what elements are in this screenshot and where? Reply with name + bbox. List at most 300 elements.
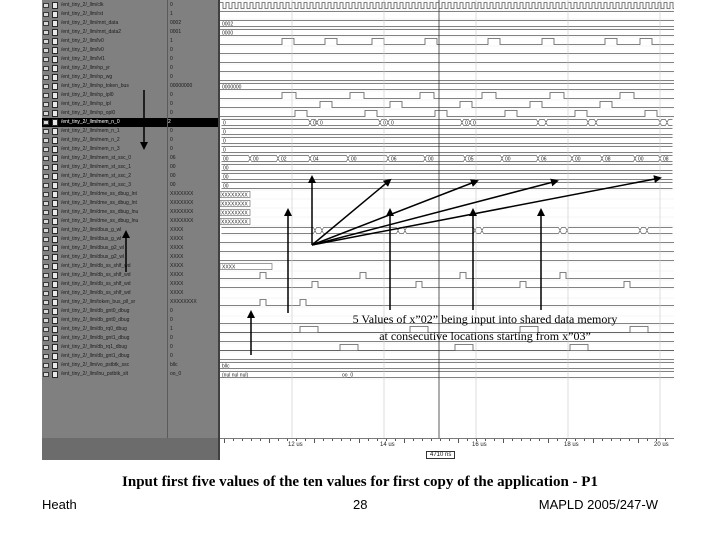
signal-name: /ent_tiny_2/_llm/db_gnt1_dbug bbox=[61, 335, 130, 341]
signal-name: /ent_tiny_2/_llm/dme_ss_dbug_lnu bbox=[61, 218, 139, 224]
ruler-tick bbox=[602, 439, 603, 441]
bus-value-label: 0 bbox=[473, 120, 476, 127]
plus-box-icon[interactable] bbox=[43, 84, 49, 89]
signal-value: 2 bbox=[168, 118, 219, 127]
waveform-icon bbox=[52, 317, 58, 324]
ruler-tick bbox=[278, 439, 279, 441]
bus-waveform bbox=[220, 372, 674, 378]
ruler-tick bbox=[251, 439, 252, 441]
plus-box-icon[interactable] bbox=[43, 354, 49, 359]
signal-row[interactable] bbox=[42, 334, 167, 343]
signal-value: 0 bbox=[170, 47, 173, 53]
signal-name: /ent_tiny_2/_llm/dbus_g_wl bbox=[61, 227, 122, 233]
waveform-icon bbox=[52, 227, 58, 234]
signal-value: XXXX bbox=[170, 236, 184, 242]
signal-waveform bbox=[220, 282, 674, 288]
signal-name: /ent_tiny_2/_llm/dme_ss_dbug_lnu bbox=[61, 209, 139, 215]
signal-row[interactable] bbox=[42, 109, 167, 118]
ruler-tick bbox=[440, 439, 441, 441]
footer-conference: MAPLD 2005/247-W bbox=[538, 497, 658, 512]
waveform-icon bbox=[52, 20, 58, 27]
time-tick-label: 18 us bbox=[564, 442, 579, 448]
signal-waveform bbox=[220, 102, 674, 108]
ruler-tick bbox=[485, 439, 486, 441]
bus-value-label: XXXXXXXX bbox=[221, 201, 248, 208]
waveform-icon bbox=[52, 74, 58, 81]
plus-box-icon[interactable] bbox=[43, 147, 49, 152]
signal-row[interactable] bbox=[42, 217, 167, 226]
plus-box-icon[interactable] bbox=[43, 111, 49, 116]
signal-row[interactable] bbox=[42, 37, 167, 46]
signal-name: /ent_tiny_2/_llm/mem_st_ssc_1 bbox=[61, 164, 132, 170]
signal-value: 0 bbox=[170, 74, 173, 80]
ruler-tick bbox=[377, 439, 378, 441]
signal-name: /ent_tiny_2/_llm/dme_ss_dbug_lnt bbox=[61, 191, 137, 197]
signal-row[interactable] bbox=[42, 316, 167, 325]
plus-box-icon[interactable] bbox=[43, 264, 49, 269]
signal-name: /ent_tiny_2/_llm/db_gnt1_dbug bbox=[61, 353, 130, 359]
plus-box-icon[interactable] bbox=[43, 120, 49, 125]
signal-row[interactable] bbox=[42, 19, 167, 28]
signal-name: /ent_tiny_2/_llm/token_bus_pll_sr bbox=[61, 299, 136, 305]
signal-row[interactable] bbox=[42, 280, 167, 289]
waveform-icon bbox=[52, 2, 58, 9]
signal-name: /ent_tiny_2/_llm/db_rq1_dbug bbox=[61, 344, 127, 350]
bus-value-label: 06 bbox=[541, 156, 547, 163]
bus-value-label: 0 bbox=[223, 120, 226, 127]
ruler-tick bbox=[287, 439, 288, 441]
bus-value-label: XXXXXXXX bbox=[221, 219, 248, 226]
signal-row[interactable] bbox=[42, 136, 167, 145]
bus-value-label: 0 bbox=[223, 138, 226, 145]
signal-value: 0 bbox=[170, 2, 173, 8]
waveform-icon bbox=[52, 110, 58, 117]
waveform-icon bbox=[52, 263, 58, 270]
waveform-icon bbox=[52, 92, 58, 99]
ruler-tick bbox=[611, 439, 612, 441]
ruler-tick bbox=[656, 439, 657, 441]
plus-box-icon[interactable] bbox=[43, 327, 49, 332]
bus-value-label: XXXXXXXX bbox=[221, 210, 248, 217]
waveform-icon bbox=[52, 128, 58, 135]
signal-row[interactable] bbox=[42, 343, 167, 352]
plus-box-icon[interactable] bbox=[43, 336, 49, 341]
waveform-icon bbox=[52, 236, 58, 243]
plus-box-icon[interactable] bbox=[43, 219, 49, 224]
signal-row[interactable] bbox=[42, 55, 167, 64]
signal-waveform bbox=[220, 93, 674, 99]
waveform-viewer-window bbox=[42, 0, 674, 460]
bus-waveform bbox=[222, 165, 673, 171]
signal-row[interactable] bbox=[42, 253, 167, 262]
plus-box-icon[interactable] bbox=[43, 183, 49, 188]
signal-row[interactable] bbox=[42, 244, 167, 253]
ruler-tick bbox=[350, 439, 351, 441]
bus-value-label: bllc bbox=[222, 363, 230, 370]
ruler-tick bbox=[341, 439, 342, 441]
bus-value-label: 00 bbox=[638, 156, 644, 163]
signal-row[interactable] bbox=[42, 1, 167, 10]
waveform-icon bbox=[52, 254, 58, 261]
signal-row[interactable] bbox=[42, 289, 167, 298]
ruler-tick bbox=[512, 439, 513, 441]
bus-waveform bbox=[220, 363, 674, 369]
ruler-tick bbox=[548, 439, 549, 443]
signal-name: /ent_tiny_2/_llm/db_ss_shlf_wd bbox=[61, 272, 131, 278]
waveform-icon bbox=[52, 11, 58, 18]
waveform-icon bbox=[52, 47, 58, 54]
signal-row[interactable] bbox=[42, 325, 167, 334]
signal-name: /ent_tiny_2/_llm/mem_n_2 bbox=[61, 137, 120, 143]
signal-row[interactable] bbox=[42, 46, 167, 55]
clock-waveform bbox=[220, 3, 674, 9]
signal-value: bllc bbox=[170, 362, 178, 368]
ruler-tick bbox=[323, 439, 324, 441]
bus-value-label: 00 bbox=[428, 156, 434, 163]
ruler-tick bbox=[332, 439, 333, 441]
bus-value-label: 0 bbox=[383, 120, 386, 127]
plus-box-icon[interactable] bbox=[43, 57, 49, 62]
signal-row[interactable] bbox=[42, 181, 167, 190]
bus-waveform bbox=[222, 174, 673, 180]
signal-name: /ent_tiny_2/_llm/mnt_data bbox=[61, 20, 119, 26]
signal-value: XXXX bbox=[170, 272, 184, 278]
signal-value: 0 bbox=[170, 353, 173, 359]
plus-box-icon[interactable] bbox=[43, 39, 49, 44]
ruler-tick bbox=[593, 439, 594, 443]
signal-name: /ent_tiny_2/_llm/dme_ss_dbug_lnt bbox=[61, 200, 137, 206]
waveform-icon bbox=[52, 119, 58, 126]
waveform-icon bbox=[52, 218, 58, 225]
plus-box-icon[interactable] bbox=[43, 363, 49, 368]
bus-value-label: XXXX bbox=[222, 264, 236, 271]
ruler-tick bbox=[476, 439, 477, 441]
footer-author: Heath bbox=[42, 497, 77, 512]
ruler-tick bbox=[233, 439, 234, 441]
cursor-time-readout: 4710 ns bbox=[426, 451, 455, 459]
signal-waveform bbox=[220, 345, 674, 351]
signal-row[interactable] bbox=[42, 10, 167, 19]
signal-value: 0002 bbox=[170, 20, 182, 26]
plus-box-icon[interactable] bbox=[43, 255, 49, 260]
time-tick-label: 12 us bbox=[288, 442, 303, 448]
signal-name: /ent_tiny_2/_llm/mem_st_ssc_2 bbox=[61, 173, 132, 179]
signal-value: 0 bbox=[170, 65, 173, 71]
signal-name: /ent_tiny_2/_llm/dbus_g2_wl bbox=[61, 245, 125, 251]
signal-value: 0 bbox=[170, 137, 173, 143]
plus-box-icon[interactable] bbox=[43, 156, 49, 161]
signal-row[interactable] bbox=[42, 118, 167, 127]
slide-caption: Input first five values of the ten values for first copy of the application - P1 bbox=[122, 474, 598, 490]
bus-value-label: 05 bbox=[468, 156, 474, 163]
bus-value-label: 00 bbox=[351, 156, 357, 163]
plus-box-icon[interactable] bbox=[43, 237, 49, 242]
signal-name: /ent_tiny_2/_llm/mnt_data2 bbox=[61, 29, 122, 35]
bus-value-label: 02 bbox=[281, 156, 287, 163]
signal-value: XXXXXXX bbox=[170, 191, 194, 197]
signal-row[interactable] bbox=[42, 208, 167, 217]
signal-value-pane bbox=[167, 0, 219, 438]
waveform-icon bbox=[52, 209, 58, 216]
ruler-tick bbox=[296, 439, 297, 441]
signal-row[interactable] bbox=[42, 226, 167, 235]
signal-value: XXXX bbox=[170, 227, 184, 233]
plus-box-icon[interactable] bbox=[43, 48, 49, 53]
bus-waveform bbox=[222, 129, 673, 135]
signal-value: XXXX bbox=[170, 290, 184, 296]
ruler-tick bbox=[368, 439, 369, 441]
waveform-icon bbox=[52, 182, 58, 189]
waveform-icon bbox=[52, 101, 58, 108]
plus-box-icon[interactable] bbox=[43, 300, 49, 305]
bus-value-label: 0 bbox=[223, 129, 226, 136]
plus-box-icon[interactable] bbox=[43, 273, 49, 278]
plus-box-icon[interactable] bbox=[43, 93, 49, 98]
ruler-tick bbox=[422, 439, 423, 441]
signal-row[interactable] bbox=[42, 271, 167, 280]
signal-value: 0 bbox=[170, 146, 173, 152]
waveform-icon bbox=[52, 155, 58, 162]
bus-value-label: 00 bbox=[223, 156, 229, 163]
signal-row[interactable] bbox=[42, 82, 167, 91]
annotation-line: 5 Values of x”02” being input into shared data memory bbox=[352, 312, 618, 326]
plus-box-icon[interactable] bbox=[43, 21, 49, 26]
signal-row[interactable] bbox=[42, 28, 167, 37]
signal-value: 00 bbox=[170, 164, 176, 170]
waveform-icon bbox=[52, 272, 58, 279]
plus-box-icon[interactable] bbox=[43, 102, 49, 107]
signal-row[interactable] bbox=[42, 199, 167, 208]
signal-waveform bbox=[220, 300, 674, 306]
signal-name: /ent_tiny_2/_llm/lv0 bbox=[61, 47, 104, 53]
signal-row[interactable] bbox=[42, 370, 167, 379]
signal-row[interactable] bbox=[42, 298, 167, 307]
signal-value: 1 bbox=[170, 326, 173, 332]
plus-box-icon[interactable] bbox=[43, 318, 49, 323]
ruler-tick bbox=[647, 439, 648, 441]
signal-name: /ent_tiny_2/_llm/db_gnt0_dbug bbox=[61, 308, 130, 314]
plus-box-icon[interactable] bbox=[43, 165, 49, 170]
bus-waveform bbox=[222, 183, 673, 189]
waveform-icon bbox=[52, 191, 58, 198]
waveform-icon bbox=[52, 164, 58, 171]
waveform-icon bbox=[52, 371, 58, 378]
signal-row[interactable] bbox=[42, 190, 167, 199]
pane-footer-strip bbox=[42, 438, 218, 460]
signal-name: /ent_tiny_2/_llm/db_ss_shlf_wd bbox=[61, 263, 131, 269]
ruler-tick bbox=[449, 439, 450, 441]
ruler-tick bbox=[386, 439, 387, 441]
signal-row[interactable] bbox=[42, 127, 167, 136]
time-ruler bbox=[220, 438, 674, 460]
signal-name: /ent_tiny_2/_llm/np_ipl0 bbox=[61, 92, 114, 98]
bus-value-label: 0 bbox=[465, 120, 468, 127]
waveform-icon bbox=[52, 281, 58, 288]
signal-value: 0 bbox=[170, 335, 173, 341]
signal-value: XXXXXXX bbox=[170, 218, 194, 224]
signal-value: XXXX bbox=[170, 263, 184, 269]
signal-row[interactable] bbox=[42, 172, 167, 181]
bus-value-label: 0 bbox=[313, 120, 316, 127]
plus-box-icon[interactable] bbox=[43, 210, 49, 215]
signal-value: 0 bbox=[170, 56, 173, 62]
plus-box-icon[interactable] bbox=[43, 201, 49, 206]
signal-value: 0 bbox=[170, 344, 173, 350]
bus-waveform bbox=[220, 21, 674, 27]
ruler-tick bbox=[629, 439, 630, 441]
bus-value-label: 00 bbox=[223, 183, 229, 190]
waveform-icon bbox=[52, 200, 58, 207]
waveform-icon bbox=[52, 308, 58, 315]
signal-name: /ent_tiny_2/_llm/dbus_g2_wl bbox=[61, 254, 125, 260]
signal-row[interactable] bbox=[42, 100, 167, 109]
signal-row[interactable] bbox=[42, 352, 167, 361]
signal-value: XXXXXXX bbox=[170, 209, 194, 215]
plus-box-icon[interactable] bbox=[43, 66, 49, 71]
ruler-tick bbox=[521, 439, 522, 441]
bus-value-label: 00 bbox=[223, 174, 229, 181]
ruler-tick bbox=[503, 439, 504, 443]
plus-box-icon[interactable] bbox=[43, 228, 49, 233]
signal-name: /ent_tiny_2/_llm/np_yr bbox=[61, 65, 110, 71]
signal-name: /ent_tiny_2/_llm/db_ss_shlf_wd bbox=[61, 281, 131, 287]
ruler-tick bbox=[431, 439, 432, 441]
signal-name: /ent_tiny_2/_llm/np_token_bus bbox=[61, 83, 129, 89]
bus-waveform bbox=[222, 120, 673, 126]
footer-page-number: 28 bbox=[353, 497, 368, 512]
bus-value-label: 00 bbox=[505, 156, 511, 163]
time-tick-label: 16 us bbox=[472, 442, 487, 448]
bus-value-label: XXXXXXXX bbox=[221, 192, 248, 199]
signal-name: /ent_tiny_2/_llm/lnu_pstbtk_slt bbox=[61, 371, 128, 377]
ruler-tick bbox=[467, 439, 468, 441]
signal-value: 0 bbox=[170, 110, 173, 116]
plus-box-icon[interactable] bbox=[43, 345, 49, 350]
bus-value-label: 08 bbox=[663, 156, 669, 163]
plus-box-icon[interactable] bbox=[43, 174, 49, 179]
bus-value-label: oo_0 bbox=[342, 372, 354, 379]
bus-value-label: 00 bbox=[223, 165, 229, 172]
ruler-tick bbox=[494, 439, 495, 441]
bus-value-label: 00 bbox=[253, 156, 259, 163]
waveform-icon bbox=[52, 299, 58, 306]
ruler-tick bbox=[458, 439, 459, 443]
signal-value: 1 bbox=[170, 11, 173, 17]
ruler-tick bbox=[566, 439, 567, 441]
bus-value-label: 0002 bbox=[222, 21, 234, 28]
annotation-callout bbox=[318, 311, 652, 345]
waveform-icon bbox=[52, 146, 58, 153]
signal-row[interactable] bbox=[42, 73, 167, 82]
ruler-tick bbox=[665, 439, 666, 441]
waveform-icon bbox=[52, 38, 58, 45]
ruler-tick bbox=[269, 439, 270, 443]
ruler-tick bbox=[620, 439, 621, 441]
signal-value: XXXXXXXX bbox=[170, 299, 197, 305]
plus-box-icon[interactable] bbox=[43, 282, 49, 287]
waveform-icon bbox=[52, 56, 58, 63]
signal-name-pane bbox=[42, 0, 167, 438]
signal-name: /ent_tiny_2/_llm/mem_st_ssc_0 bbox=[61, 155, 132, 161]
time-tick-label: 20 us bbox=[654, 442, 669, 448]
plus-box-icon[interactable] bbox=[43, 192, 49, 197]
plus-box-icon[interactable] bbox=[43, 30, 49, 35]
waveform-icon bbox=[52, 245, 58, 252]
bus-value-label: 06 bbox=[391, 156, 397, 163]
signal-row[interactable] bbox=[42, 235, 167, 244]
waveform-icon bbox=[52, 290, 58, 297]
ruler-tick bbox=[359, 439, 360, 443]
plus-box-icon[interactable] bbox=[43, 3, 49, 8]
signal-name: /ent_tiny_2/_llm/mem_n_3 bbox=[61, 146, 120, 152]
bus-value-label: 0 bbox=[320, 120, 323, 127]
signal-value: 00 bbox=[170, 173, 176, 179]
signal-waveform bbox=[220, 111, 674, 117]
waveform-icon bbox=[52, 65, 58, 72]
signal-value: 0 bbox=[170, 308, 173, 314]
signal-row[interactable] bbox=[42, 154, 167, 163]
ruler-tick bbox=[638, 439, 639, 443]
signal-name: /ent_tiny_2/_llm/mem_n_0 bbox=[61, 119, 120, 125]
waveform-area[interactable] bbox=[220, 0, 674, 438]
bus-value-label: 0000 bbox=[222, 30, 234, 37]
waveform-icon bbox=[52, 344, 58, 351]
bus-value-label: 08 bbox=[605, 156, 611, 163]
signal-row[interactable] bbox=[42, 145, 167, 154]
signal-name: /ent_tiny_2/_llm/np_opl0 bbox=[61, 110, 116, 116]
ruler-tick bbox=[584, 439, 585, 441]
signal-value: 0 bbox=[170, 101, 173, 107]
waveform-icon bbox=[52, 362, 58, 369]
signal-row[interactable] bbox=[42, 307, 167, 316]
ruler-tick bbox=[539, 439, 540, 441]
signal-value: 1 bbox=[170, 38, 173, 44]
signal-value: oo_0 bbox=[170, 371, 182, 377]
signal-row[interactable] bbox=[42, 91, 167, 100]
time-tick-label: 14 us bbox=[380, 442, 395, 448]
bus-value-label: 0000000 bbox=[222, 84, 242, 91]
plus-box-icon[interactable] bbox=[43, 246, 49, 251]
plus-box-icon[interactable] bbox=[43, 129, 49, 134]
signal-row[interactable] bbox=[42, 163, 167, 172]
waveform-icon bbox=[52, 335, 58, 342]
plus-box-icon[interactable] bbox=[43, 12, 49, 17]
ruler-tick bbox=[242, 439, 243, 441]
ruler-tick bbox=[224, 439, 225, 443]
ruler-tick bbox=[260, 439, 261, 441]
plus-box-icon[interactable] bbox=[43, 75, 49, 80]
ruler-tick bbox=[305, 439, 306, 441]
plus-box-icon[interactable] bbox=[43, 291, 49, 296]
signal-value: 0001 bbox=[170, 29, 182, 35]
plus-box-icon[interactable] bbox=[43, 309, 49, 314]
ruler-tick bbox=[314, 439, 315, 443]
bus-value-label: 00 bbox=[575, 156, 581, 163]
signal-value: 0 bbox=[170, 92, 173, 98]
bus-value-label: 0 bbox=[223, 147, 226, 154]
signal-row[interactable] bbox=[42, 64, 167, 73]
bus-waveform bbox=[222, 138, 673, 144]
ruler-tick bbox=[395, 439, 396, 441]
waveform-icon bbox=[52, 326, 58, 333]
waveform-icon bbox=[52, 29, 58, 36]
signal-value: 00 bbox=[170, 182, 176, 188]
signal-name: /ent_tiny_2/_llm/mem_n_1 bbox=[61, 128, 120, 134]
signal-row[interactable] bbox=[42, 262, 167, 271]
plus-box-icon[interactable] bbox=[43, 372, 49, 377]
plus-box-icon[interactable] bbox=[43, 138, 49, 143]
signal-row[interactable] bbox=[42, 361, 167, 370]
